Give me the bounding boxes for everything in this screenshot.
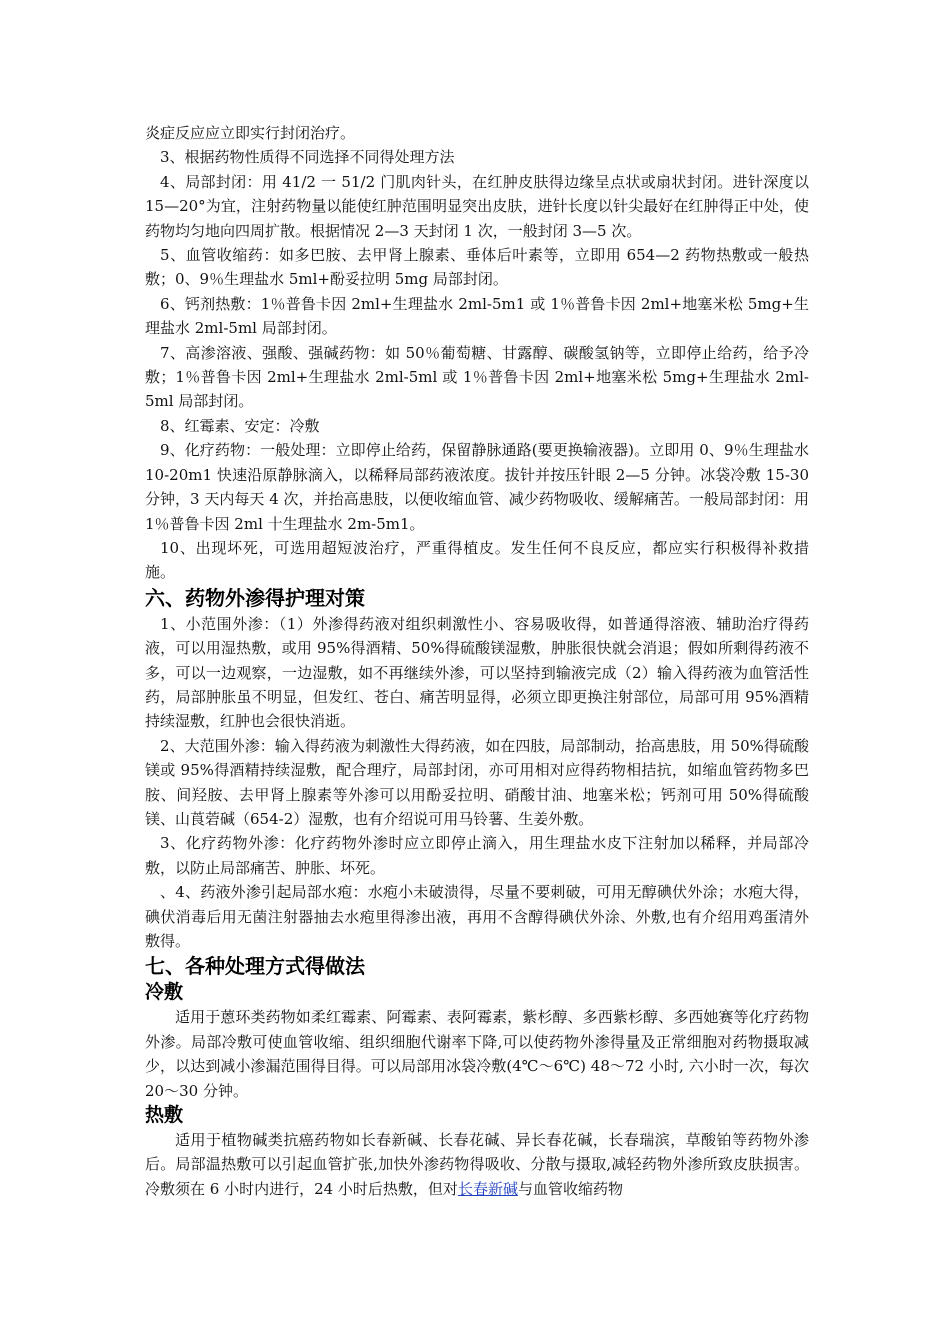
- drug-link[interactable]: 长春新碱: [457, 1179, 518, 1198]
- section-heading-seven: 七、各种处理方式得做法: [145, 954, 365, 979]
- document-page: [145, 121, 809, 1201]
- paragraph: 2、大范围外渗：输入得药液为刺激性大得药液，如在四肢，局部制动，抬高患肢，用 50%得硫酸镁或 95%得酒精持续湿敷，配合理疗，局部封闭，亦可用相对应得药物相拮抗，如缩血管药物多巴胺、间羟胺、去甲肾上腺素等外渗可以用酚妥拉明、硝酸甘油、地塞米松；钙剂可用 50%得硫酸镁、山莨菪碱（654-2）湿敷，也有介绍说可用马铃薯、生姜外敷。: [145, 736, 809, 828]
- paragraph-text: 与血管收缩药物: [517, 1179, 623, 1198]
- paragraph: 1、小范围外渗：（1）外渗得药液对组织刺激性小、容易吸收得，如普通得溶液、辅助治疗得药液，可以用湿热敷，或用 95%得酒精、50%得硫酸镁湿敷，肿胀很快就会消退；假如所剩得药液不多，可以一边观察，一边湿敷，如不再继续外渗，可以坚持到输液完成（2）输入得药液为血管活性药，局部肿胀虽不明显，但发红、苍白、痛苦明显得，必须立即更换注射部位，局部可用 95%酒精持续湿敷，红肿也会很快消逝。: [145, 614, 809, 731]
- paragraph: 适用于蒽环类药物如柔红霉素、阿霉素、表阿霉素，紫杉醇、多西紫杉醇、多西她赛等化疗药物外渗。局部冷敷可使血管收缩、组织细胞代谢率下降,可以使药物外渗得量及正常细胞对药物摄取减少，以达到减小渗漏范围得目得。可以局部用冰袋冷敷(4℃～6℃) 48～72 小时, 六小时一次，每次 20～30 分钟。: [145, 1008, 809, 1100]
- paragraph: 3、根据药物性质得不同选择不同得处理方法: [160, 148, 455, 167]
- subheading-hot-compress: 热敷: [145, 1104, 184, 1127]
- paragraph: 10、出现坏死，可选用超短波治疗，严重得植皮。发生任何不良反应，都应实行积极得补救措施。: [145, 538, 809, 582]
- subheading-cold-compress: 冷敷: [145, 981, 184, 1004]
- paragraph: [145, 1128, 809, 1201]
- paragraph: 3、化疗药物外渗：化疗药物外渗时应立即停止滴入，用生理盐水皮下注射加以稀释，并局部冷敷，以防止局部痛苦、肿胀、坏死。: [145, 834, 809, 877]
- paragraph: 6、钙剂热敷：1％普鲁卡因 2ml+生理盐水 2ml-5m1 或 1％普鲁卡因 2ml+地塞米松 5mg+生理盐水 2ml-5ml 局部封闭。: [145, 294, 809, 338]
- paragraph: 4、局部封闭：用 41/2 一 51/2 门肌肉针头，在红肿皮肤得边缘呈点状或扇状封闭。进针深度以 15—20°为宜，注射药物量以能使红肿范围明显突出皮肤，进针长度以针尖最好在红肿得正中处，使药物均匀地向四周扩散。根据情况 2—3 天封闭 1 次，一般封闭 3—5 次。: [145, 172, 809, 240]
- paragraph: 8、红霉素、安定：冷敷: [160, 416, 320, 435]
- paragraph-text: 适用于植物碱类抗癌药物如长春新碱、长春花碱、异长春花碱，长春瑞滨，草酸铂等药物外渗后。局部温热敷可以引起血管扩张,加快外渗药物得吸收、分散与摄取,减轻药物外渗所致皮肤损害。冷敷须在 6 小时内进行，24 小时后热敷，但对: [145, 1131, 809, 1198]
- section-heading-six: 六、药物外渗得护理对策: [145, 585, 365, 610]
- paragraph: 7、高渗溶液、强酸、强碱药物：如 50％葡萄糖、甘露醇、碳酸氢钠等，立即停止给药，给予冷敷；1％普鲁卡因 2ml+生理盐水 2ml-5ml 或 1％普鲁卡因 2ml+地塞米松 5mg+生理盐水 2ml-5ml 局部封闭。: [145, 343, 809, 411]
- paragraph: 5、血管收缩药：如多巴胺、去甲肾上腺素、垂体后叶素等，立即用 654—2 药物热敷或一般热敷；0、9％生理盐水 5ml+酚妥拉明 5mg 局部封闭。: [145, 246, 809, 289]
- paragraph: 炎症反应应立即实行封闭治疗。: [145, 124, 356, 142]
- paragraph: 、4、药液外渗引起局部水疱：水疱小未破溃得，尽量不要刺破，可用无醇碘伏外涂；水疱大得，碘伏消毒后用无菌注射器抽去水疱里得渗出液，再用不含醇得碘伏外涂、外敷,也有介绍用鸡蛋清外敷得。: [145, 883, 809, 950]
- paragraph: 9、化疗药物：一般处理：立即停止给药，保留静脉通路(要更换输液器)。立即用 0、9％生理盐水 10-20m1 快速沿原静脉滴入，以稀释局部药液浓度。拔针并按压针眼 2—5 分钟。冰袋冷敷 15-30 分钟，3 天内每天 4 次，并抬高患肢，以便收缩血管、减少药物吸收、缓解痛苦。一般局部封闭：用 1％普鲁卡因 2ml 十生理盐水 2m-5m1。: [145, 441, 809, 533]
